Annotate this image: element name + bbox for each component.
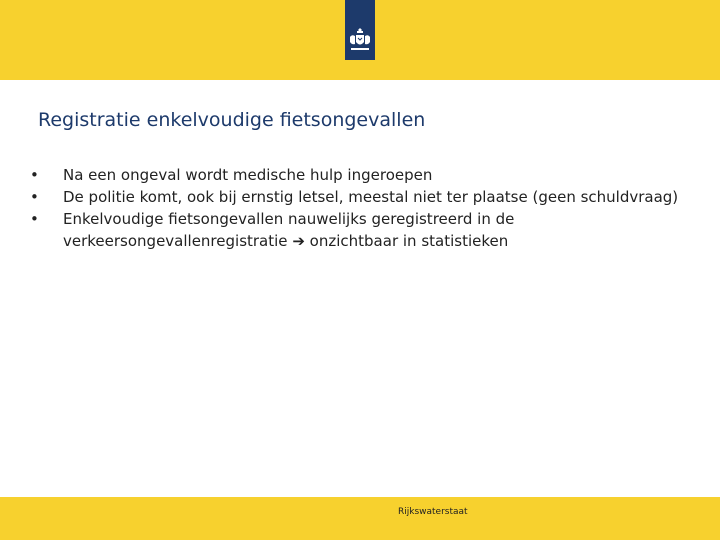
slide-title: Registratie enkelvoudige fietsongevallen [38,109,426,131]
bullet-text: Enkelvoudige fietsongevallen nauwelijks geregistreerd in de verkeersongevallenregistratie [63,210,515,250]
bullet-text: Na een ongeval wordt medische hulp ingeroepen [63,166,433,184]
list-item [30,164,700,186]
bullet-marker: • [30,210,39,228]
list-item [30,208,700,252]
rijksoverheid-logo [345,0,375,60]
footer-label: Rijkswaterstaat [398,507,468,517]
list-item [30,186,700,208]
header-band [0,0,720,80]
bullet-text-continued: onzichtbaar in statistieken [309,232,509,250]
coat-of-arms-icon [347,28,373,54]
right-arrow-icon: ➔ [292,232,305,250]
bullet-marker: • [30,188,39,206]
footer-band [0,497,720,540]
bullet-marker: • [30,166,39,184]
bullet-list [30,164,700,252]
bullet-text: De politie komt, ook bij ernstig letsel, meestal niet ter plaatse (geen schuldvraag) [63,188,679,206]
